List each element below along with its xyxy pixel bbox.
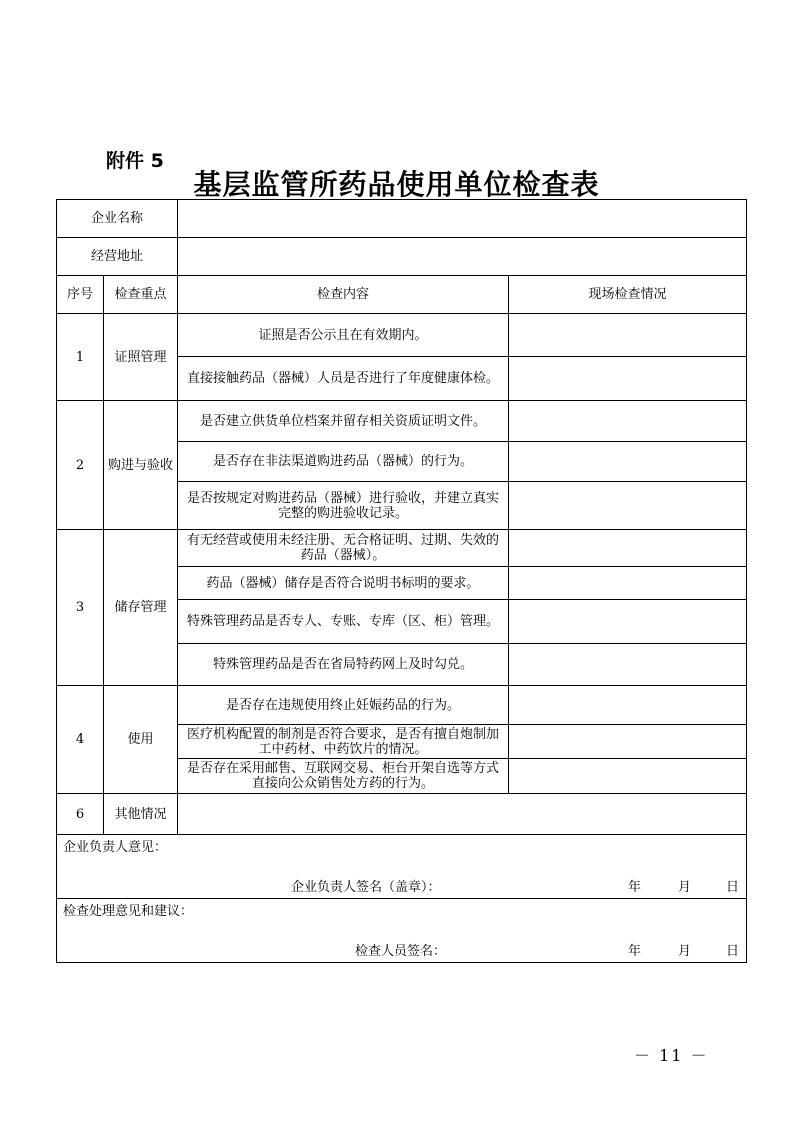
inspection-opinion-row xyxy=(57,899,747,963)
inspector-signature-label: 检查人员签名： xyxy=(355,944,447,959)
check-item: 证照是否公示且在有效期内。 xyxy=(178,314,509,357)
column-header-row xyxy=(57,276,747,314)
column-header-no: 序号 xyxy=(57,276,104,314)
table-row xyxy=(57,686,747,725)
inspection-sign-day: 日 xyxy=(726,944,740,959)
check-result-cell[interactable] xyxy=(509,600,747,644)
section-number: 3 xyxy=(57,530,104,686)
enterprise-sign-month: 月 xyxy=(678,880,692,895)
form-title: 基层监管所药品使用单位检查表 xyxy=(193,168,600,201)
enterprise-address-label: 经营地址 xyxy=(57,238,178,276)
check-result-cell[interactable] xyxy=(509,759,747,794)
check-item: 是否建立供货单位档案并留存相关资质证明文件。 xyxy=(178,401,509,442)
section-number: 6 xyxy=(57,794,104,835)
check-result-cell[interactable] xyxy=(509,357,747,401)
check-item: 是否按规定对购进药品（器械）进行验收，并建立真实完整的购进验收记录。 xyxy=(178,482,509,530)
inspection-opinion-field[interactable] xyxy=(57,899,747,963)
inspection-opinion-label: 检查处理意见和建议： xyxy=(63,904,194,919)
attachment-label: 附件 5 xyxy=(106,150,164,172)
check-result-cell[interactable] xyxy=(509,442,747,482)
check-item: 药品（器械）储存是否符合说明书标明的要求。 xyxy=(178,567,509,600)
check-item: 有无经营或使用未经注册、无合格证明、过期、失效的药品（器械）。 xyxy=(178,530,509,567)
enterprise-opinion-row xyxy=(57,835,747,899)
check-result-cell[interactable] xyxy=(509,725,747,759)
section-focus: 使用 xyxy=(104,686,178,794)
check-item: 医疗机构配置的制剂是否符合要求，是否有擅自炮制加工中药材、中药饮片的情况。 xyxy=(178,725,509,759)
enterprise-opinion-label: 企业负责人意见： xyxy=(63,840,168,855)
column-header-situation: 现场检查情况 xyxy=(509,276,747,314)
inspection-sign-year: 年 xyxy=(628,944,642,959)
check-item: 特殊管理药品是否在省局特药网上及时勾兑。 xyxy=(178,644,509,686)
enterprise-address-row xyxy=(57,238,747,276)
enterprise-opinion-field[interactable] xyxy=(57,835,747,899)
check-item: 直接接触药品（器械）人员是否进行了年度健康体检。 xyxy=(178,357,509,401)
section-focus: 其他情况 xyxy=(104,794,178,835)
enterprise-name-row xyxy=(57,200,747,238)
other-situation-row xyxy=(57,794,747,835)
section-number: 2 xyxy=(57,401,104,530)
check-item: 是否存在非法渠道购进药品（器械）的行为。 xyxy=(178,442,509,482)
enterprise-name-label: 企业名称 xyxy=(57,200,178,238)
check-result-cell[interactable] xyxy=(509,482,747,530)
check-result-cell[interactable] xyxy=(509,567,747,600)
check-result-cell[interactable] xyxy=(509,401,747,442)
enterprise-signature-label: 企业负责人签名（盖章）： xyxy=(291,880,441,895)
enterprise-sign-day: 日 xyxy=(726,880,740,895)
column-header-content: 检查内容 xyxy=(178,276,509,314)
section-focus: 购进与验收 xyxy=(104,401,178,530)
section-focus: 证照管理 xyxy=(104,314,178,401)
page-number: － 11 － xyxy=(634,1046,709,1065)
inspection-table xyxy=(56,199,747,963)
section-focus: 储存管理 xyxy=(104,530,178,686)
table-row xyxy=(57,530,747,567)
check-result-cell[interactable] xyxy=(509,314,747,357)
other-situation-field[interactable] xyxy=(178,794,747,835)
check-result-cell[interactable] xyxy=(509,686,747,725)
table-row xyxy=(57,401,747,442)
section-number: 4 xyxy=(57,686,104,794)
check-item: 特殊管理药品是否专人、专账、专库（区、柜）管理。 xyxy=(178,600,509,644)
check-result-cell[interactable] xyxy=(509,644,747,686)
enterprise-sign-year: 年 xyxy=(628,880,642,895)
section-number: 1 xyxy=(57,314,104,401)
check-item: 是否存在违规使用终止妊娠药品的行为。 xyxy=(178,686,509,725)
check-item: 是否存在采用邮售、互联网交易、柜台开架自选等方式直接向公众销售处方药的行为。 xyxy=(178,759,509,794)
column-header-focus: 检查重点 xyxy=(104,276,178,314)
table-row xyxy=(57,314,747,357)
check-result-cell[interactable] xyxy=(509,530,747,567)
enterprise-address-field[interactable] xyxy=(178,238,747,276)
enterprise-name-field[interactable] xyxy=(178,200,747,238)
inspection-sign-month: 月 xyxy=(678,944,692,959)
